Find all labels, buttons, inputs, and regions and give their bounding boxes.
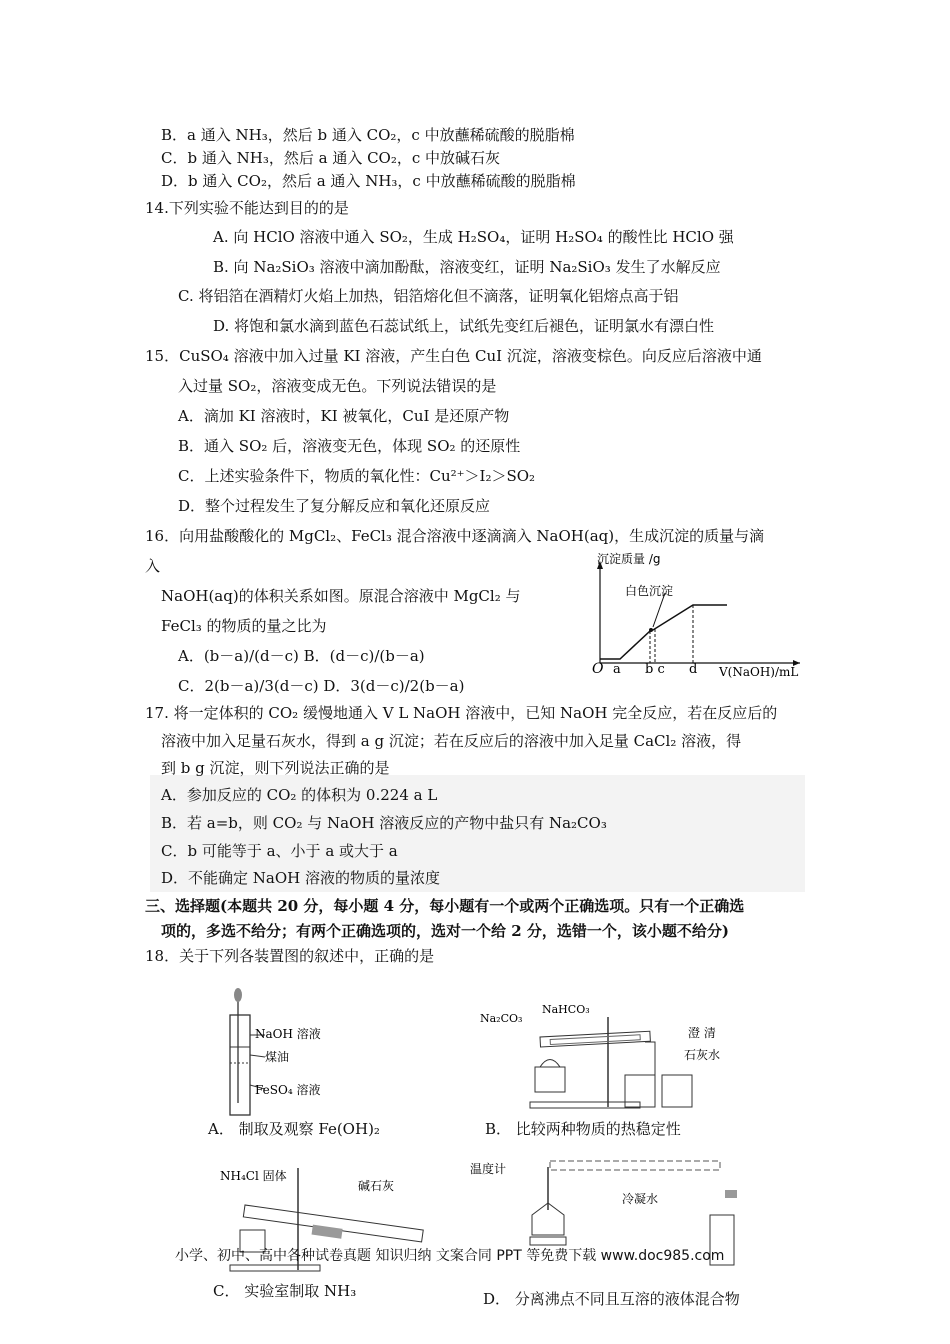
- figure-b-caption: B． 比较两种物质的热稳定性: [485, 1120, 681, 1138]
- q16-stem-3: NaOH(aq)的体积关系如图。原混合溶液中 MgCl₂ 与: [161, 587, 521, 605]
- label-naoh: NaOH 溶液: [255, 1027, 321, 1041]
- label-clear: 澄 清: [688, 1026, 716, 1040]
- drying-tube: [312, 1225, 343, 1239]
- footer-watermark: 小学、初中、高中各种试卷真题 知识归纳 文案合同 PPT 等免费下载 www.doc985.com: [175, 1248, 725, 1264]
- figure-d-caption: D． 分离沸点不同且互溶的液体混合物: [483, 1290, 740, 1308]
- q17-option-c: C．b 可能等于 a、小于 a 或大于 a: [161, 842, 398, 860]
- label-na2co3: Na₂CO₃: [480, 1012, 523, 1025]
- annotation-pointer: [653, 593, 665, 627]
- q17-stem-1: 17. 将一定体积的 CO₂ 缓慢地通入 V L NaOH 溶液中，已知 NaOH 完全反应，若在反应后的: [145, 704, 778, 722]
- q17-stem-3: 到 b g 沉淀，则下列说法正确的是: [161, 759, 390, 777]
- q15-option-b: B．通入 SO₂ 后，溶液变无色，体现 SO₂ 的还原性: [178, 437, 521, 455]
- label-feso4: FeSO₄ 溶液: [255, 1083, 321, 1097]
- figure-b-apparatus: [480, 997, 740, 1117]
- tick-bc: b c: [645, 662, 665, 677]
- q17-stem-2: 溶液中加入足量石灰水，得到 a g 沉淀；若在反应后的溶液中加入足量 CaCl₂ 溶液，得: [161, 732, 742, 750]
- section3-heading-1: 三、选择题(本题共 20 分，每小题 4 分，每小题有一个或两个正确选项。只有一个正确选: [145, 897, 745, 915]
- flame: [540, 1060, 560, 1068]
- q15-option-c: C．上述实验条件下，物质的氧化性：Cu²⁺＞I₂＞SO₂: [178, 467, 536, 485]
- dropper-bulb: [234, 988, 242, 1002]
- y-axis-label: 沉淀质量 /g: [597, 552, 661, 566]
- q13-option-b: B．a 通入 NH₃，然后 b 通入 CO₂，c 中放蘸稀硫酸的脱脂棉: [161, 126, 575, 144]
- origin-label: O: [592, 661, 604, 677]
- label-nh4cl: NH₄Cl 固体: [220, 1169, 287, 1183]
- gas-tube: [645, 1042, 655, 1077]
- q15-stem-1: 15．CuSO₄ 溶液中加入过量 KI 溶液，产生白色 CuI 沉淀，溶液变棕色。向反应后溶液中通: [145, 347, 762, 365]
- condenser: [550, 1161, 720, 1170]
- adapter: [725, 1190, 737, 1198]
- label-kerosene: 煤油: [265, 1050, 290, 1064]
- q15-option-a: A．滴加 KI 溶液时，KI 被氧化，CuI 是还原产物: [178, 407, 510, 425]
- test-tube: [230, 1015, 250, 1115]
- q18-stem: 18．关于下列各装置图的叙述中，正确的是: [145, 947, 435, 965]
- figure-c-caption: C． 实验室制取 NH₃: [213, 1282, 357, 1300]
- section3-heading-2: 项的，多选不给分；有两个正确选项的，选对一个给 2 分，选错一个，该小题不给分): [161, 922, 729, 940]
- q17-option-a: A．参加反应的 CO₂ 的体积为 0.224 a L: [161, 786, 438, 804]
- q17-option-d: D．不能确定 NaOH 溶液的物质的量浓度: [161, 869, 441, 887]
- annotation-label: 白色沉淀: [625, 584, 674, 598]
- q16-stem-4: FeCl₃ 的物质的量之比为: [161, 617, 327, 635]
- q15-option-d: D．整个过程发生了复分解反应和氧化还原反应: [178, 497, 491, 515]
- q14-option-d: D. 将饱和氯水滴到蓝色石蕊试纸上，试纸先变红后褪色，证明氯水有漂白性: [213, 317, 715, 335]
- pointer-2: [250, 1055, 265, 1057]
- label-cooling-water: 冷凝水: [622, 1192, 659, 1206]
- precipitate-curve: [600, 605, 727, 659]
- figure-a-apparatus: [205, 985, 405, 1120]
- q16-options-ab: A．(b－a)/(d－c) B．(d－c)/(b－a): [178, 647, 425, 665]
- label-nahco3: NaHCO₃: [542, 1003, 590, 1016]
- lamp: [535, 1067, 565, 1092]
- tick-d: d: [689, 662, 698, 677]
- q13-option-d: D．b 通入 CO₂，然后 a 通入 NH₃，c 中放蘸稀硫酸的脱脂棉: [161, 172, 576, 190]
- label-thermometer: 温度计: [470, 1162, 507, 1176]
- precipitate-graph: [585, 545, 810, 685]
- label-limewater: 石灰水: [684, 1048, 721, 1062]
- heating-mantle: [530, 1237, 566, 1245]
- q14-stem: 14.下列实验不能达到目的的是: [145, 199, 349, 217]
- q16-stem-1: 16．向用盐酸酸化的 MgCl₂、FeCl₃ 混合溶液中逐滴滴入 NaOH(aq)，生成沉淀的质量与滴: [145, 527, 765, 545]
- stand-base: [530, 1102, 640, 1108]
- figure-a-caption: A． 制取及观察 Fe(OH)₂: [208, 1120, 380, 1138]
- x-axis-label: V(NaOH)/mL: [719, 665, 799, 679]
- stand-base: [230, 1265, 320, 1271]
- q13-option-c: C．b 通入 NH₃，然后 a 通入 CO₂，c 中放碱石灰: [161, 149, 501, 167]
- q14-option-a: A. 向 HClO 溶液中通入 SO₂，生成 H₂SO₄，证明 H₂SO₄ 的酸性比 HClO 强: [213, 228, 734, 246]
- q17-option-b: B．若 a=b，则 CO₂ 与 NaOH 溶液反应的产物中盐只有 Na₂CO₃: [161, 814, 607, 832]
- q16-options-cd: C．2(b－a)/3(d－c) D．3(d－c)/2(b－a): [178, 677, 465, 695]
- beaker-2: [662, 1075, 692, 1107]
- point-bc: [649, 628, 653, 632]
- label-soda-lime: 碱石灰: [358, 1179, 395, 1193]
- q14-option-c: C. 将铝箔在酒精灯火焰上加热，铝箔熔化但不滴落，证明氧化铝熔点高于铝: [178, 287, 679, 305]
- q14-option-b: B. 向 Na₂SiO₃ 溶液中滴加酚酞，溶液变红，证明 Na₂SiO₃ 发生了水解反应: [213, 258, 721, 276]
- q15-stem-2: 入过量 SO₂，溶液变成无色。下列说法错误的是: [178, 377, 497, 395]
- tick-a: a: [613, 662, 621, 677]
- q16-stem-2: 入: [145, 557, 161, 575]
